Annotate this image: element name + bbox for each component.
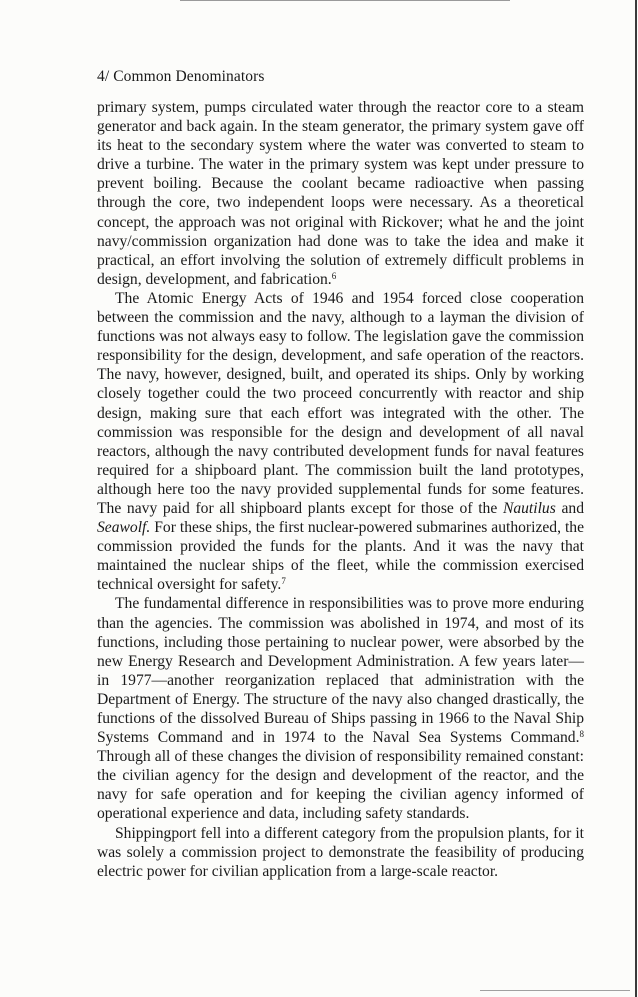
- text-run: The Atomic Energy Acts of 1946 and 1954 forced close cooperation between the commission and the navy, although to a layman the division of functions was not always easy to follow. The legislation gave the commission responsibility for the design, development, and safe operation of the reactors. The navy, however, designed, built, and operated its ships. Only by working closely together could the two proceed concurrently with reactor and ship design, making sure that each effort was integrated with the other. The commission was responsible for the design and development of all naval reactors, although the navy contributed development funds for naval features required for a shipboard plant. The commission built the land prototypes, although here too the navy provided supplemental funds for some features. The navy paid for all shipboard plants except for those of the: [97, 289, 584, 517]
- text-run: and: [555, 499, 584, 517]
- ship-name: Nautilus: [502, 499, 556, 517]
- running-head: 4/ Common Denominators: [97, 68, 265, 85]
- scan-artifact-top: [180, 0, 510, 1]
- paragraph-3: [97, 594, 584, 823]
- footnote-ref: 7: [281, 576, 286, 587]
- footnote-ref: 6: [331, 270, 337, 281]
- body-text: [97, 98, 584, 881]
- ship-name: Seawolf.: [97, 519, 151, 537]
- text-run: For these ships, the first nuclear-powered submarines authorized, the commission provided the funds for the plants. And it was the navy that maintained the nuclear ships of the fleet, while the commission exercised technical oversight for safety.: [97, 519, 584, 594]
- scan-edge-right: [635, 0, 637, 997]
- scan-artifact-bottom: [480, 990, 630, 991]
- text-run: Shippingport fell into a different category from the propulsion plants, for it was solely a commission project to demonstrate the feasibility of producing electric power for civilian application from a large-scale reactor.: [97, 824, 584, 880]
- text-run: primary system, pumps circulated water through the reactor core to a steam generator and back again. In the steam generator, the primary system gave off its heat to the secondary system where the water was converted to steam to drive a turbine. The water in the primary system was kept under pressure to prevent boiling. Because the coolant became radioactive when passing through the core, two independent loops were necessary. As a theoretical concept, the approach was not original with Rickover; what he and the joint navy/commission organization had done was to take the idea and make it practical, an effort involving the solution of extremely difficult problems in design, development, and fabrication.: [97, 99, 584, 288]
- paragraph-1: [97, 98, 584, 289]
- paragraph-4: [97, 824, 584, 881]
- paragraph-2: [97, 289, 584, 595]
- text-run: The fundamental difference in responsibilities was to prove more enduring than the agencies. The commission was abolished in 1974, and most of its functions, including those pertaining to nuclear power, were absorbed by the new Energy Research and Development Administration. A few years later—in 1977—another reorganization replaced that administration with the Department of Energy. The structure of the navy also changed drastically, the functions of the dissolved Bureau of Ships passing in 1966 to the Naval Ship Systems Command and in 1974 to the Naval Sea Systems Command.: [97, 595, 584, 747]
- text-run: Through all of these changes the division of responsibility remained constant: the civilian agency for the design and development of the reactor, and the navy for safe operation and for keeping the civilian agency informed of operational experience and data, including safety standards.: [97, 748, 584, 823]
- footnote-ref: 8: [579, 729, 584, 740]
